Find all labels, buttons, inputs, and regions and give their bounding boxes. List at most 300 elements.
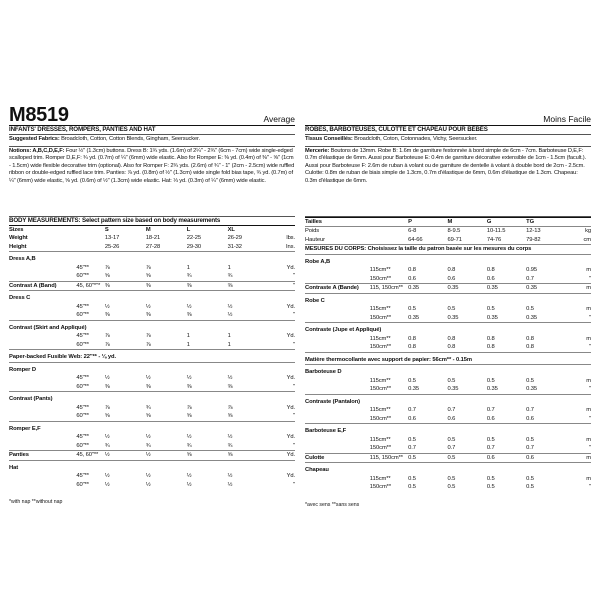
fabric-line [305,343,591,352]
garment-row [9,460,295,472]
title-english: INFANTS' DRESSES, ROMPERS, PANTIES AND HAT [9,126,156,133]
fabric-line [9,412,295,421]
yardage-value: 0.5 [408,436,416,443]
yardage-value: 0.8 [408,344,416,351]
height-value: 74-76 [486,236,502,243]
yardage-value: ⅜ [186,383,192,390]
yardage-value: ½ [227,375,233,382]
yardage-unit: m [586,436,591,443]
yardage-unit: Yd. [286,404,295,411]
yardage-unit: " [293,312,295,319]
spacer [9,472,76,481]
yardage-unit: Yd. [286,333,295,340]
yardage-value: ⅝ [145,413,151,420]
yardage-value: ⅜ [186,312,192,319]
fabric-line [9,374,295,383]
spacer [9,412,76,421]
yardage-value: 0.5 [526,484,534,491]
footnote-english: *with nap **without nap [9,499,63,506]
yardage-unit: Yd. [286,303,295,310]
yardage-unit: m [586,475,591,482]
yardage-value: 0.8 [408,267,416,274]
weight-row [305,227,591,236]
yardage-table-english [9,225,295,490]
pattern-number: M8519 [9,104,69,126]
yardage-value: 0.7 [486,407,495,414]
yardage-unit: Yd. [286,264,295,271]
yardage-value: ⅞ [145,333,151,340]
notions-french: Mercerie: Boutons de 13mm. Robe B: 1.6m de garniture festonnée à bord simple de 6cm - 7cm. Barboteuse D,E,F: 0.7m d'élastique de 6mm. Aussi pour Barboteuse E: 0.4m de garniture décorative extensible de 1cm - 1.5cm (facult.). Aussi pour Barboteuse F: 2.6m de ruban à volant ou de garniture de dentelle à volant à double bord de 2cm - 2.5cm. Culotte: 0.8m de ruban de biais simple de 1.3cm, 0.7m d'élastique de 6mm, 0.6m d'élastique de 1.3cm. Chapeau: 0.3m d'élastique de 6mm. [305,147,586,184]
garment-label: Contraste (Jupe et Appliqué) [305,323,591,335]
yardage-unit: m [586,377,591,384]
yardage-value: 1 [227,264,231,271]
yardage-value: ½ [145,481,151,488]
height-value: 64-66 [408,236,423,243]
fabric-width: 45"** [76,264,89,271]
garment-label: Romper E,F [9,421,295,433]
yardage-value: 0.6 [487,453,526,463]
yardage-value: 0.8 [486,267,495,274]
english-column [9,125,295,505]
yardage-unit: " [293,341,295,348]
fabric-line [9,264,295,273]
fabric-line [305,275,591,284]
yardage-unit: " [293,383,295,390]
fabric-line [9,481,295,490]
size-header: L [187,225,228,234]
fabric-width: 45"** [76,333,89,340]
spacer [305,335,370,344]
spacer [9,404,76,413]
yardage-value: 0.35 [486,314,498,321]
fabric-line [305,314,591,323]
height-value: 31-32 [227,243,242,250]
garment-row [305,453,591,463]
yardage-value: 0.8 [447,344,456,351]
garment-row [305,463,591,475]
yardage-value: 0.5 [486,475,495,482]
yardage-value: ½ [186,375,192,382]
height-row [9,243,295,252]
yardage-value: ⅜ [145,383,151,390]
yardage-value: 0.5 [486,436,495,443]
yardage-value: ⅞ [104,264,110,271]
spacer [565,217,591,227]
yardage-value: ⅞ [186,404,192,411]
yardage-value: ½ [104,303,110,310]
spacer [305,377,370,386]
yardage-value: ⅝ [104,413,110,420]
fabric-width: 115cm** [369,436,391,443]
yardage-value: 1 [186,333,190,340]
fabric-width: 115cm** [369,267,391,274]
yardage-value: 0.35 [447,386,459,393]
yardage-unit: " [268,281,295,291]
yardage-value: ¾ [227,273,233,280]
yardage-value: 0.7 [447,407,456,414]
yardage-value: 0.5 [447,436,456,443]
yardage-unit: Yd. [286,434,295,441]
fabric-width: 45"** [76,375,89,382]
spacer [305,436,370,445]
yardage-value: ⅞ [227,404,233,411]
fabric-line [305,483,591,492]
yardage-unit: " [589,415,591,422]
fabric-width: 115cm** [369,407,391,414]
garment-row [9,291,295,303]
yardage-value: 0.35 [487,284,526,294]
yardage-unit: m [586,306,591,313]
yardage-value: 0.5 [526,377,534,384]
fabric-width: 60"** [76,442,89,449]
fabric-width: 150cm** [369,445,391,452]
yardage-value: ¾ [186,273,192,280]
yardage-value: ½ [227,481,233,488]
yardage-value: 0.35 [526,284,565,294]
fabrics-english: Suggested Fabrics: Broadcloth, Cotton, Cotton Blends, Gingham, Seersucker. [9,136,200,142]
spacer [9,332,76,341]
fabric-line [305,436,591,445]
yardage-value: 0.7 [408,445,416,452]
yardage-value: ⅞ [104,404,110,411]
yardage-value: ⅝ [145,273,151,280]
garment-row [9,320,295,332]
yardage-value: ¾ [227,442,233,449]
fabric-width: 60"** [76,273,89,280]
yardage-value: 1 [186,341,190,348]
fabric-width: 60"** [76,312,89,319]
fabric-line [305,377,591,386]
fabric-line [305,305,591,314]
yardage-unit: Yd. [286,375,295,382]
yardage-value: 0.35 [408,314,420,321]
yardage-unit: " [293,442,295,449]
yardage-value: ⅝ [104,273,110,280]
yardage-value: 0.7 [526,445,534,452]
fabric-width: 45, 60"** [76,451,105,461]
fabric-width: 115, 150cm** [370,453,408,463]
yardage-value: 0.6 [408,275,416,282]
yardage-value: ½ [227,434,233,441]
yardage-value: ½ [227,303,233,310]
fabric-width: 115, 150cm** [370,284,408,294]
fabric-line [9,433,295,442]
weight-label: Weight [9,235,28,242]
fabric-line [305,335,591,344]
size-header: P [408,217,447,227]
fabric-width: 115cm** [369,377,391,384]
weight-row [9,234,295,243]
body-measurements-row [305,245,591,255]
garment-label: Romper D [9,362,295,374]
fabric-width: 150cm** [369,484,391,491]
fabric-line [305,415,591,424]
yardage-value: ⅝ [228,451,269,461]
spacer [305,406,370,415]
yardage-value: 0.8 [486,344,495,351]
yardage-unit: m [586,407,591,414]
garment-row [9,451,295,461]
yardage-unit: " [293,481,295,488]
yardage-value: 0.5 [408,484,416,491]
garment-label: Barboteuse D [305,365,591,377]
yardage-value: 0.8 [447,267,456,274]
spacer [305,483,370,492]
yardage-value: 0.5 [408,306,416,313]
yardage-value: 0.6 [526,453,565,463]
yardage-value: ½ [105,451,146,461]
fabric-width: 45"** [76,404,89,411]
yardage-value: ⅜ [227,383,233,390]
yardage-value: 0.5 [448,453,487,463]
yardage-value: ¾ [186,442,192,449]
weight-label: Poids [305,227,370,236]
yardage-value: ½ [227,473,233,480]
garment-row [9,252,295,264]
yardage-value: ¾ [145,404,151,411]
spacer [76,234,105,243]
yardage-value: ⅞ [104,333,110,340]
fabric-width: 45"** [76,434,89,441]
garment-row [9,392,295,404]
garment-label: Hat [9,460,295,472]
spacer [370,217,408,227]
fabric-width: 60"** [76,383,89,390]
difficulty-level-french: Moins Facile [543,114,591,124]
garment-row [305,323,591,335]
fabric-line [9,303,295,312]
sizes-label: Sizes [9,225,76,234]
yardage-value: 0.35 [408,386,420,393]
garment-label: Contrast (Pants) [9,392,295,404]
yardage-unit: " [589,275,591,282]
weight-value: 18-21 [145,235,161,242]
yardage-value: 0.8 [486,335,495,342]
yardage-value: 0.95 [526,267,538,274]
fabric-width: 150cm** [369,344,391,351]
body-measurements-english: BODY MEASUREMENTS: Select pattern size based on body measurements [9,216,221,224]
height-row [305,236,591,245]
yardage-unit: m [565,284,591,294]
size-header: XL [228,225,269,234]
spacer [305,475,370,484]
size-header: M [146,225,187,234]
yardage-value: 0.35 [526,314,538,321]
yardage-value: ⅜ [104,383,110,390]
fabric-width: 115cm** [369,306,391,313]
garment-label: Contraste (Pantalon) [305,394,591,406]
garment-row [305,293,591,305]
yardage-value: 0.5 [447,475,456,482]
yardage-value: ½ [146,451,187,461]
yardage-value: ⅜ [105,281,146,291]
yardage-value: 0.5 [447,377,456,384]
yardage-value: ¾ [104,442,110,449]
garment-row [305,365,591,377]
yardage-unit: Yd. [286,473,295,480]
yardage-value: 0.6 [447,275,456,282]
footnote-french: *avec sens **sans sens [305,501,360,508]
yardage-value: 0.7 [526,275,534,282]
garment-label: Robe C [305,293,591,305]
yardage-value: ½ [145,434,151,441]
garment-label: Paper-backed Fusible Web: 22"** - ⅛ yd. [9,350,295,363]
fabric-width: 60"** [76,413,89,420]
garment-row [9,350,295,363]
yardage-value: ⅜ [145,312,151,319]
fabric-width: 60"** [76,481,89,488]
spacer [305,314,370,323]
yardage-value: ½ [145,375,151,382]
size-header: TG [526,217,565,227]
yardage-unit: " [589,344,591,351]
weight-value: 13-17 [104,235,120,242]
spacer [9,272,76,281]
fabric-line [9,311,295,320]
spacer [9,481,76,490]
spacer [268,225,295,234]
height-value: 25-26 [104,243,120,250]
yardage-value: 0.7 [408,407,416,414]
spacer [9,374,76,383]
sizes-row [9,225,295,234]
yardage-value: 1 [227,341,231,348]
garment-row [305,284,591,294]
fabric-width: 60"** [76,341,89,348]
body-measurements-french: MESURES DU CORPS: Choisissez la taille du patron basée sur les mesures du corps [305,245,591,255]
yardage-value: ½ [186,303,192,310]
sizes-row [305,217,591,227]
fabric-width: 150cm** [369,314,391,321]
spacer [370,236,408,245]
yardage-value: ½ [145,473,151,480]
notions-english: Notions: A,B,C,D,E,F: Four ½" (1.3cm) buttons. Dress B: 1¾ yds. (1.6m) of 2¼" - 2¾" (6cm - 7cm) wide single-edged scalloped trim. Romper D,E,F: ¾ yd. (0.7m) of ¼" (6mm) wide elastic. Also for Romper E: ⅜ yd. (0.4m) of ⅜" - ⅝" (1cm - 1.5cm) wide flexible decorative trim (optional). Also for Romper F: 2¾ yds. (2.6m) of ¾" - 1" (2cm - 2.5cm) wide ruffled ribbon or double-edged ruffled lace trim. Panties: ⅞ yd. (0.8m) of ½" (1.3cm) wide single fold bias tape, ¾ yd. (0.7m) of ¼" (6mm) wide elastic, ⅝ yd. (0.6m) of ½" (1.3cm) wide elastic. Hat: ⅓ yd. (0.3m) of ¼" (6mm) wide elastic. [9,147,295,184]
fabric-width: 150cm** [369,275,391,282]
fabric-line [9,472,295,481]
spacer [9,341,76,350]
garment-label: Robe A,B [305,254,591,266]
garment-row [9,421,295,433]
spacer [305,305,370,314]
fabric-line [305,385,591,394]
spacer [76,243,105,252]
sizes-label: Tailles [305,217,370,227]
weight-unit: kg [565,227,591,236]
spacer [305,385,370,394]
spacer [305,444,370,453]
fabric-width: 45, 60"*"* [76,281,105,291]
size-header: S [105,225,146,234]
fabric-line [305,406,591,415]
fabrics-french: Tissus Conseillés: Broadcloth, Coton, Cotonnades, Vichy, Seersucker. [305,136,478,142]
weight-value: 8-9.5 [448,227,487,236]
fabric-width: 115cm** [369,475,391,482]
yardage-value: ⅝ [227,413,233,420]
spacer [9,264,76,273]
yardage-value: 0.8 [526,344,534,351]
weight-unit: lbs. [286,235,295,242]
yardage-unit: " [589,314,591,321]
height-value: 69-71 [447,236,462,243]
yardage-value: 0.35 [486,386,498,393]
yardage-unit: " [293,413,295,420]
fabric-line [305,266,591,275]
height-unit: cm [583,236,591,243]
spacer [305,275,370,284]
yardage-value: 0.5 [408,377,416,384]
fabric-width: 115cm** [369,335,391,342]
yardage-unit: m [586,267,591,274]
yardage-value: 0.5 [447,484,456,491]
yardage-value: ⅜ [104,312,110,319]
fabric-line [9,272,295,281]
yardage-value: ⅞ [104,341,110,348]
yardage-value: ½ [104,473,110,480]
weight-value: 26-29 [227,235,242,242]
fabric-line [305,475,591,484]
yardage-value: 0.6 [447,415,456,422]
title-french: ROBES, BARBOTEUSES, CULOTTE ET CHAPEAU POUR BÉBÉS [305,126,488,133]
yardage-value: ½ [227,312,233,319]
yardage-value: ⅞ [145,264,151,271]
yardage-table-french [305,217,591,492]
garment-label: Contrast (Skirt and Appliqué) [9,320,295,332]
height-unit: Ins. [286,243,295,250]
yardage-unit: " [589,386,591,393]
size-header: M [448,217,487,227]
spacer [9,311,76,320]
yardage-value: 0.35 [447,314,459,321]
fabric-line [9,332,295,341]
yardage-value: ⅝ [186,413,192,420]
yardage-value: ½ [145,303,151,310]
yardage-value: 0.35 [408,284,447,294]
height-label: Hauteur [305,236,325,243]
yardage-value: ½ [186,473,192,480]
yardage-value: 0.5 [408,453,447,463]
garment-label: Contrast A (Band) [9,281,76,291]
garment-row [305,254,591,266]
yardage-value: ⅞ [145,341,151,348]
spacer [305,343,370,352]
yardage-value: 0.6 [486,275,495,282]
yardage-unit: m [586,335,591,342]
yardage-value: ⅜ [187,281,228,291]
yardage-unit: " [589,484,591,491]
garment-row [305,424,591,436]
yardage-value: 0.5 [526,436,534,443]
garment-label: Panties [9,451,76,461]
yardage-value: 0.6 [486,415,495,422]
yardage-unit: Yd. [268,451,295,461]
yardage-value: 0.8 [408,335,416,342]
yardage-value: 0.7 [447,445,456,452]
weight-value: 6-8 [408,227,447,236]
yardage-value: ⅜ [146,281,187,291]
yardage-unit: " [293,273,295,280]
yardage-value: 0.5 [526,475,534,482]
difficulty-level-english: Average [263,114,295,124]
yardage-value: 0.7 [526,407,534,414]
spacer [9,303,76,312]
size-header: G [487,217,526,227]
yardage-value: 0.35 [448,284,487,294]
spacer [9,433,76,442]
yardage-value: 0.6 [526,415,534,422]
height-value: 79-82 [526,236,541,243]
yardage-unit: m [565,453,591,463]
yardage-value: 1 [186,264,190,271]
